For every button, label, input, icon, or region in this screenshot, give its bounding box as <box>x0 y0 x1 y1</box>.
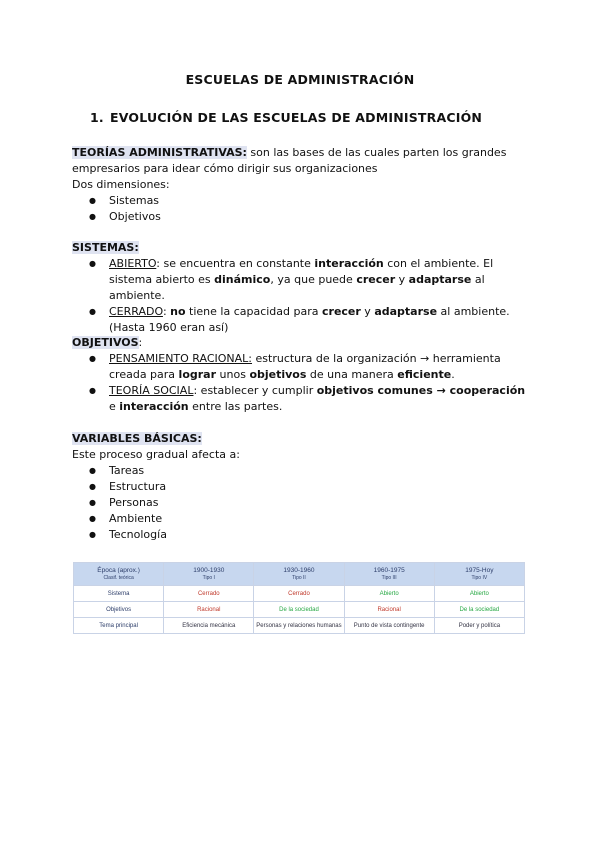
table-cell: Eficiencia mecánica <box>164 618 254 634</box>
teorias-heading: TEORÍAS ADMINISTRATIVAS: <box>72 146 247 159</box>
teorias-line-2: empresarios para idear cómo dirigir sus organizaciones <box>72 162 378 175</box>
term-abierto: ABIERTO <box>109 257 157 270</box>
section-heading <box>90 110 482 125</box>
teorias-line-1 <box>72 145 532 161</box>
term-racional: PENSAMIENTO RACIONAL: <box>109 352 253 365</box>
dimensions-list <box>72 193 532 225</box>
teorias-text-1: son las bases de las cuales parten los grandes <box>246 146 507 159</box>
term-social: TEORÍA SOCIAL <box>109 384 194 397</box>
dimensions-label: Dos dimensiones: <box>72 178 170 191</box>
table-cell: Punto de vista contingente <box>344 618 434 634</box>
table-cell: De la sociedad <box>434 602 524 618</box>
list-item: ● Personas <box>72 495 532 511</box>
table-cell: Cerrado <box>164 586 254 602</box>
variables-list <box>72 463 532 543</box>
list-item: ● Sistemas <box>72 193 532 209</box>
list-item-abierto: ● ABIERTO: se encuentra en constante interacción con el ambiente. El sistema abierto es dinámico, ya que puede crecer y adaptarse al ambiente. <box>72 256 532 304</box>
objetivos-list <box>72 351 532 415</box>
table-row <box>74 586 525 602</box>
table-cell: Objetivos <box>74 602 164 618</box>
table-header-row <box>74 563 525 586</box>
table-cell: Abierto <box>344 586 434 602</box>
sistemas-heading: SISTEMAS: <box>72 241 139 254</box>
section-title: EVOLUCIÓN DE LAS ESCUELAS DE ADMINISTRACIÓN <box>110 110 483 125</box>
table-header-cell: 1975-Hoy Tipo IV <box>434 563 524 586</box>
table-header-cell: Época (aprox.) Clasif. teórica <box>74 563 164 586</box>
list-item: ● Objetivos <box>72 209 532 225</box>
table-cell: Racional <box>164 602 254 618</box>
objetivos-block: OBJETIVOS: ● PENSAMIENTO RACIONAL: estructura de la organización → herramienta creada para lograr unos objetivos de una manera eficiente. ● TEORÍA SOCIAL: establecer y cumplir objetivos comunes → cooperación e interacción entre las partes. <box>72 335 532 415</box>
term-cerrado: CERRADO <box>109 305 163 318</box>
schools-table <box>73 562 525 634</box>
list-item-social: ● TEORÍA SOCIAL: establecer y cumplir objetivos comunes → cooperación e interacción entre las partes. <box>72 383 532 415</box>
sistemas-block <box>72 240 532 336</box>
table-row <box>74 602 525 618</box>
table-header-cell: 1930-1960 Tipo II <box>254 563 344 586</box>
sistemas-list <box>72 256 532 336</box>
table-cell: Abierto <box>434 586 524 602</box>
objetivos-heading: OBJETIVOS <box>72 336 139 349</box>
table-cell: Sistema <box>74 586 164 602</box>
table-row <box>74 618 525 634</box>
list-item-racional: ● PENSAMIENTO RACIONAL: estructura de la organización → herramienta creada para lograr unos objetivos de una manera eficiente. <box>72 351 532 383</box>
list-item: ● Estructura <box>72 479 532 495</box>
section-number: 1. <box>90 110 104 125</box>
cerrado-note: (Hasta 1960 eran así) <box>109 321 229 334</box>
table-cell: Racional <box>344 602 434 618</box>
table-header-cell: 1960-1975 Tipo III <box>344 563 434 586</box>
table-cell: Tema principal <box>74 618 164 634</box>
list-item: ● Tecnología <box>72 527 532 543</box>
variables-intro: Este proceso gradual afecta a: <box>72 448 240 461</box>
table-cell: Cerrado <box>254 586 344 602</box>
list-item: ● Tareas <box>72 463 532 479</box>
list-item-cerrado: ● CERRADO: no tiene la capacidad para crecer y adaptarse al ambiente. (Hasta 1960 eran así) <box>72 304 532 336</box>
table-cell: Poder y política <box>434 618 524 634</box>
variables-heading: VARIABLES BÁSICAS: <box>72 432 202 445</box>
teorias-block <box>72 145 532 225</box>
table-cell: Personas y relaciones humanas <box>254 618 344 634</box>
variables-block <box>72 431 532 543</box>
table-cell: De la sociedad <box>254 602 344 618</box>
page-title: ESCUELAS DE ADMINISTRACIÓN <box>185 72 415 87</box>
table-header-cell: 1900-1930 Tipo I <box>164 563 254 586</box>
list-item: ● Ambiente <box>72 511 532 527</box>
